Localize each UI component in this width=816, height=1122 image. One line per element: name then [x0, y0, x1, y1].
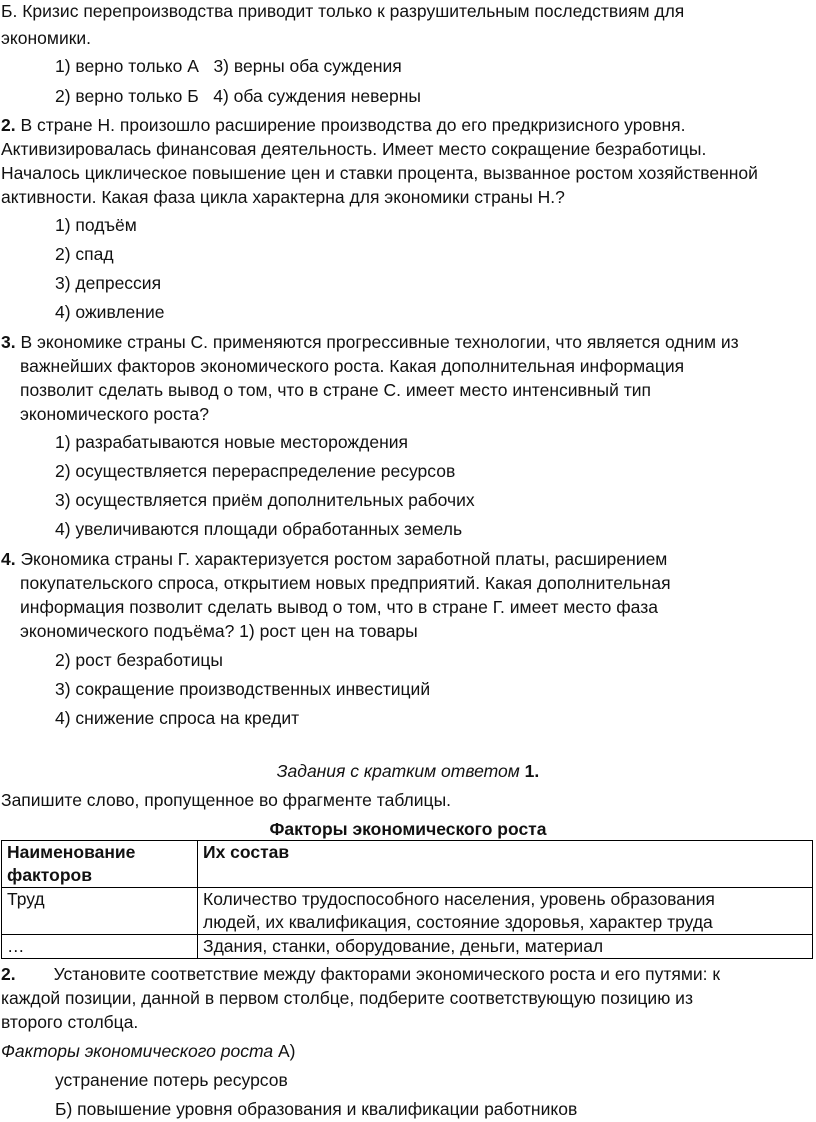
table-header-composition: Их состав — [198, 841, 813, 888]
table-header-name — [2, 841, 198, 888]
question-3-option: 3) осуществляется приём дополнительных рабочих — [55, 490, 475, 510]
question-2-line-3: Началось циклическое повышение цен и ставки процента, вызванное ростом хозяйственной — [1, 163, 758, 183]
table-header-row — [2, 841, 813, 888]
prev-question-options-2: 2) верно только Б 4) оба суждения неверны — [55, 86, 421, 106]
table-cell-name: Труд — [2, 888, 198, 935]
question-4-line-3: информация позволит сделать вывод о том, что в стране Г. имеет место фаза — [20, 597, 658, 617]
question-2-line-2: Активизировалась финансовая деятельность. Имеет место сокращение безработицы. — [1, 139, 707, 159]
task-2-item-a: устранение потерь ресурсов — [55, 1070, 288, 1090]
question-4-text: Экономика страны Г. характеризуется ростом заработной платы, расширением — [15, 549, 668, 569]
task-2-column-label-suffix: А) — [273, 1041, 296, 1061]
question-4-line-1 — [1, 548, 667, 570]
question-2-option: 4) оживление — [55, 302, 165, 322]
question-4-line-4: экономического подъёма? 1) рост цен на товары — [20, 621, 418, 641]
question-2-number: 2. — [1, 115, 16, 135]
composition-line-2: людей, их квалификация, состояние здоровья, характер труда — [203, 912, 713, 932]
header-name-line-1: Наименование — [7, 842, 136, 862]
question-3-line-1 — [1, 331, 739, 353]
table-row — [2, 935, 813, 959]
table-cell-name: … — [2, 935, 198, 959]
question-2-option: 3) депрессия — [55, 273, 162, 293]
question-3-option: 4) увеличиваются площади обработанных земель — [55, 519, 463, 539]
question-3-line-3: позволит сделать вывод о том, что в стране С. имеет место интенсивный тип — [20, 380, 651, 400]
task-2-line-2: каждой позиции, данной в первом столбце, подберите соответствующую позицию из — [1, 988, 693, 1008]
task-2-column-label — [1, 1040, 295, 1062]
task-2-item-b: Б) повышение уровня образования и квалификации работников — [55, 1099, 578, 1119]
question-4-option: 3) сокращение производственных инвестиций — [55, 679, 431, 699]
question-4-option: 2) рост безработицы — [55, 650, 223, 670]
question-2-option: 2) спад — [55, 244, 114, 264]
question-2-text: В стране Н. произошло расширение производства до его предкризисного уровня. — [15, 115, 686, 135]
question-2-option: 1) подъём — [55, 215, 137, 235]
question-4-option: 4) снижение спроса на кредит — [55, 708, 300, 728]
composition-line-1: Количество трудоспособного населения, уровень образования — [203, 889, 715, 909]
factors-table — [1, 840, 813, 959]
question-3-number: 3. — [1, 332, 16, 352]
question-3-option: 1) разрабатываются новые месторождения — [55, 432, 408, 452]
question-4-line-2: покупательского спроса, открытием новых предприятий. Какая дополнительная — [20, 573, 671, 593]
question-3-text: В экономике страны С. применяются прогрессивные технологии, что является одним из — [15, 332, 739, 352]
task-2-line-3: второго столбца. — [1, 1012, 139, 1032]
section-heading — [0, 760, 816, 782]
header-name-line-2: факторов — [7, 865, 92, 885]
prev-question-line-1: Б. Кризис перепроизводства приводит только к разрушительным последствиям для — [1, 1, 685, 21]
task-1-instruction: Запишите слово, пропущенное во фрагменте таблицы. — [1, 790, 452, 810]
question-2-line-4: активности. Какая фаза цикла характерна для экономики страны Н.? — [1, 187, 565, 207]
table-cell-composition: Здания, станки, оборудование, деньги, материал — [198, 935, 813, 959]
task-2-column-label-text: Факторы экономического роста — [1, 1041, 274, 1061]
question-3-line-4: экономического роста? — [20, 404, 209, 424]
question-3-option: 2) осуществляется перераспределение ресурсов — [55, 461, 456, 481]
task-2-line-1 — [1, 963, 720, 985]
section-heading-number: 1. — [519, 761, 540, 781]
prev-question-line-2: экономики. — [1, 28, 92, 48]
table-row — [2, 888, 813, 935]
question-2-line-1 — [1, 114, 686, 136]
task-2-text: Установите соответствие между факторами экономического роста и его путями: к — [53, 964, 721, 984]
task-2-number: 2. — [1, 964, 16, 984]
table-cell-composition — [198, 888, 813, 935]
question-4-number: 4. — [1, 549, 16, 569]
section-heading-text: Задания с кратким ответом — [276, 761, 520, 781]
table-title: Факторы экономического роста — [269, 819, 547, 839]
question-3-line-2: важнейших факторов экономического роста. Какая дополнительная информация — [20, 356, 685, 376]
prev-question-options-1: 1) верно только А 3) верны оба суждения — [55, 56, 402, 76]
